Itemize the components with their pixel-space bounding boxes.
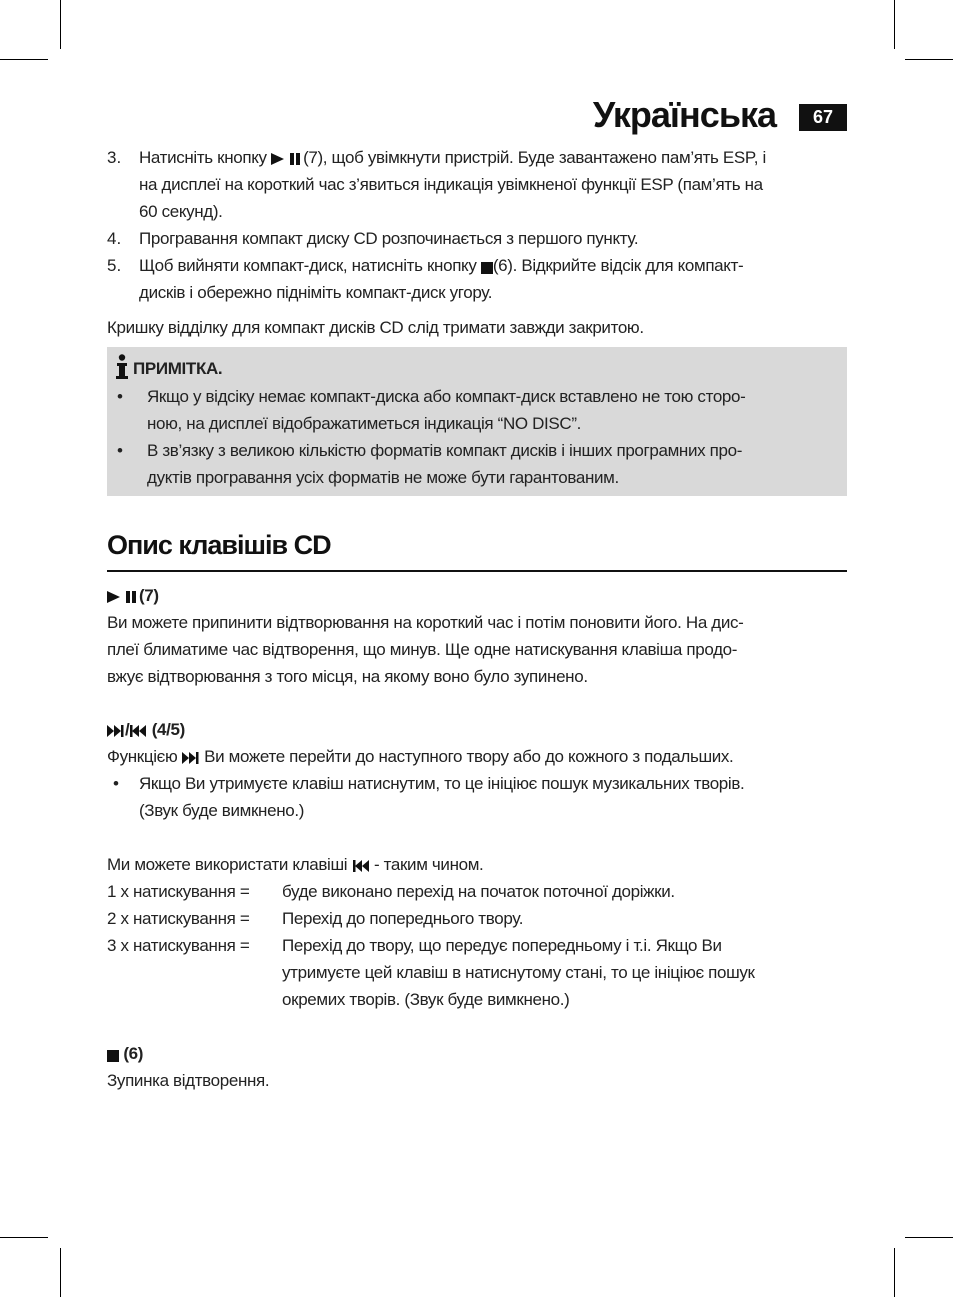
skip-prev-icon [352,852,370,879]
paragraph-line: вжує відтворювання з того місця, на якому воно було зупинено. [107,667,588,686]
stop-icon [107,1041,119,1068]
paragraph-line [107,851,483,879]
press-desc: Перехід до попереднього твору. [282,909,524,928]
crop-mark [894,1248,895,1297]
step-text: на дисплеї на короткий час з’явиться індикація увімкненої функції ESP (пам’ять на [139,175,763,194]
press-desc: Перехід до твору, що передує попередньому і т.і. Якщо Ви [282,936,722,955]
step-number: 3. [107,148,122,167]
note-bullet-text: ною, на дисплеї відображатиметься індикація “NO DISC”. [147,414,582,433]
section-divider [107,570,847,572]
press-key: 1 x натискування = [107,882,250,901]
step-text [139,144,766,172]
skip-heading [107,716,185,744]
note-heading: ПРИМІТКА. [133,359,223,378]
bullet-dot: • [117,387,123,406]
crop-mark [905,1237,953,1238]
step-number: 5. [107,256,122,275]
step-number: 4. [107,229,122,248]
paragraph-line: Ви можете припинити відтворювання на короткий час і потім поновити його. На дис- [107,613,744,632]
page-number-badge: 67 [799,104,847,131]
skip-prev-icon [129,717,147,744]
paragraph-line [107,743,733,771]
heading-label: (6) [123,1044,144,1063]
play-pause-heading [107,582,159,610]
bullet-text: (Звук буде вимкнено.) [139,801,305,820]
note-bullet-text: дуктів програвання усіх форматів не може бути гарантованим. [147,468,619,487]
play-pause-icon [271,145,303,172]
stop-heading [107,1040,143,1068]
info-icon [115,354,129,385]
text-part: Ми можете використати клавіші [107,855,348,874]
text-part: - таким чином. [373,855,484,874]
slash-glyph: / [125,720,130,739]
play-pause-icon [107,583,139,610]
step-text [139,252,743,280]
skip-next-icon [182,744,200,771]
text-part: Ви можете перейти до наступного твору або до кожного з подальших. [204,747,734,766]
press-key: 3 x натискування = [107,936,250,955]
step-text: дисків і обережно підніміть компакт-диск угору. [139,283,493,302]
heading-label: (4/5) [151,720,185,739]
step-text-part: (6). Відкрийте відсік для компакт- [492,256,744,275]
crop-mark [60,1248,61,1297]
note-bullet-text: Якщо у відсіку немає компакт-диска або компакт-диск вставлено не тою сторо- [147,387,746,406]
paragraph-line: плеї блиматиме час відтворення, що минув. Ще одне натискування клавіша продо- [107,640,738,659]
crop-mark [60,0,61,49]
bullet-dot: • [113,774,119,793]
step-text-part: Щоб вийняти компакт-диск, натисніть кнопку [139,256,477,275]
lid-note: Кришку відділку для компакт дисків CD слід тримати завжди закритою. [107,318,644,337]
stop-icon [481,253,493,280]
crop-mark [0,1237,48,1238]
step-text: Програвання компакт диску CD розпочинається з першого пункту. [139,229,639,248]
crop-mark [905,59,953,60]
note-bullet-text: В зв’язку з великою кількістю форматів компакт дисків і інших програмних про- [147,441,743,460]
bullet-dot: • [117,441,123,460]
step-text: 60 секунд). [139,202,223,221]
step-text-part: (7), щоб увімкнути пристрій. Буде завантажено пам’ять ESP, і [303,148,766,167]
crop-mark [894,0,895,49]
heading-label: (7) [139,586,159,605]
paragraph-line: Зупинка відтворення. [107,1071,270,1090]
step-text-part: Натисніть кнопку [139,148,267,167]
page-title: Українська [592,94,776,135]
press-desc: утримуєте цей клавіш в натиснутому стані, то це ініціює пошук [282,963,755,982]
bullet-text: Якщо Ви утримуєте клавіш натиснутим, то це ініціює пошук музикальних творів. [139,774,745,793]
press-desc: буде виконано перехід на початок поточної доріжки. [282,882,675,901]
text-part: Функцією [107,747,178,766]
section-title: Опис клавішів CD [107,530,331,560]
press-desc: окремих творів. (Звук буде вимкнено.) [282,990,570,1009]
press-key: 2 x натискування = [107,909,250,928]
crop-mark [0,59,48,60]
skip-next-icon [107,717,125,744]
